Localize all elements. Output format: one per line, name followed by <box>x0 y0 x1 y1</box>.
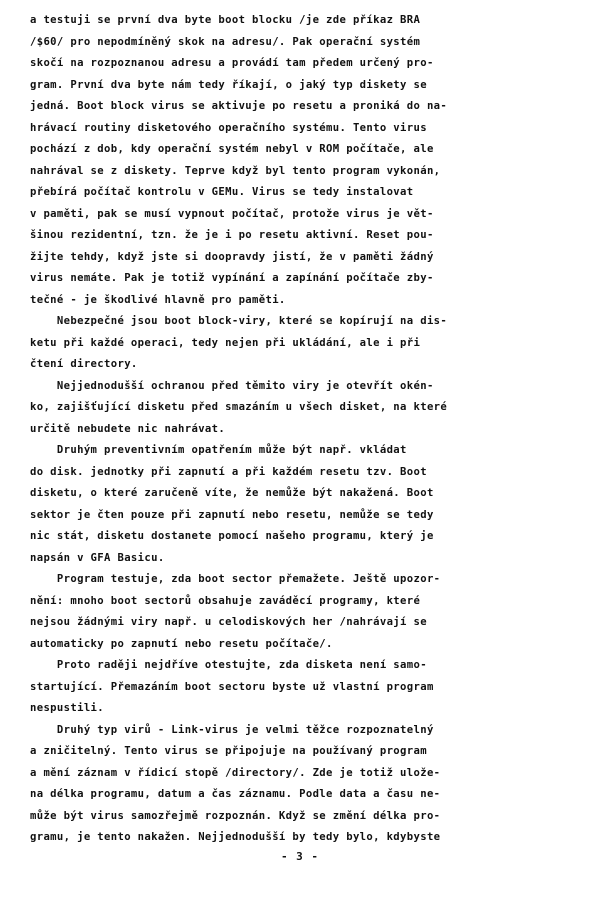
text-line: do disk. jednotky při zapnutí a při každém resetu tzv. Boot <box>30 465 427 478</box>
text-line: gramu, je tento nakažen. Nejjednodušší by tedy bylo, kdybyste <box>30 831 441 843</box>
text-line: Druhý typ virů - Link-virus je velmi těžce rozpoznatelný <box>30 723 434 736</box>
text-line: sektor je čten pouze při zapnutí nebo resetu, nemůže se tedy <box>30 508 434 521</box>
text-line: hrávací routiny disketového operačního systému. Tento virus <box>30 121 427 134</box>
text-line: /$60/ pro nepodmíněný skok na adresu/. Pak operační systém <box>30 35 421 48</box>
text-line: pochází z dob, kdy operační systém nebyl v ROM počítače, ale <box>30 143 434 155</box>
text-line: skočí na rozpoznanou adresu a provádí tam předem určený pro- <box>30 57 434 69</box>
text-line: určitě nebudete nic nahrávat. <box>30 422 226 435</box>
text-line: čtení directory. <box>30 358 138 370</box>
text-line: a zničitelný. Tento virus se připojuje na používaný program <box>30 745 427 757</box>
text-line: automaticky po zapnutí nebo resetu počítače/. <box>30 637 333 650</box>
text-line: ketu při každé operaci, tedy nejen při ukládání, ale i při <box>30 336 421 349</box>
text-line: šinou rezidentní, tzn. že je i po resetu aktivní. Reset pou- <box>30 229 434 241</box>
text-line: žijte tehdy, když jste si doopravdy jistí, že v paměti žádný <box>30 250 434 263</box>
text-line: Proto raději nejdříve otestujte, zda disketa není samo- <box>30 659 427 671</box>
text-line: Nejjednodušší ochranou před těmito viry je otevřít okén- <box>30 379 434 392</box>
text-line: jedná. Boot block virus se aktivuje po resetu a proniká do na- <box>30 100 448 112</box>
text-line: tečné - je škodlivé hlavně pro paměti. <box>30 293 286 306</box>
body-text <box>30 10 578 849</box>
text-line: nahrával se z diskety. Teprve když byl tento program vykonán, <box>30 164 441 177</box>
text-line: na délka programu, datum a čas záznamu. Podle data a času ne- <box>30 788 441 800</box>
text-line: Program testuje, zda boot sector přemažete. Ještě upozor- <box>30 573 441 585</box>
text-line: Druhým preventivním opatřením může být např. vkládat <box>30 444 407 456</box>
text-line: a mění záznam v řídicí stopě /directory/. Zde je totiž ulože- <box>30 766 441 779</box>
text-line: disketu, o které zaručeně víte, že nemůže být nakažená. Boot <box>30 487 434 499</box>
text-line: v paměti, pak se musí vypnout počítač, protože virus je vět- <box>30 207 434 220</box>
text-line: nic stát, disketu dostanete pomocí našeho programu, který je <box>30 530 434 542</box>
page-number: - 3 - <box>280 850 320 863</box>
text-line: virus nemáte. Pak je totiž vypínání a zapínání počítače zby- <box>30 272 434 284</box>
text-line: nespustili. <box>30 702 105 714</box>
text-line: může být virus samozřejmě rozpoznán. Když se změní délka pro- <box>30 809 441 822</box>
text-line: nejsou žádnými viry např. u celodiskových her /nahrávají se <box>30 616 427 628</box>
text-line: gram. První dva byte nám tedy říkají, o jaký typ diskety se <box>30 78 427 91</box>
text-line: startující. Přemazáním boot sectoru byste už vlastní program <box>30 680 434 693</box>
text-line: a testuji se první dva byte boot blocku /je zde příkaz BRA <box>30 14 421 26</box>
text-line: ko, zajišťující disketu před smazáním u všech disket, na které <box>30 401 448 413</box>
text-line: Nebezpečné jsou boot block-viry, které se kopírují na dis- <box>30 315 448 327</box>
text-line: nění: mnoho boot sectorů obsahuje zaváděcí programy, které <box>30 594 421 607</box>
text-line: přebírá počítač kontrolu v GEMu. Virus se tedy instalovat <box>30 186 414 198</box>
text-line: napsán v GFA Basicu. <box>30 551 165 564</box>
